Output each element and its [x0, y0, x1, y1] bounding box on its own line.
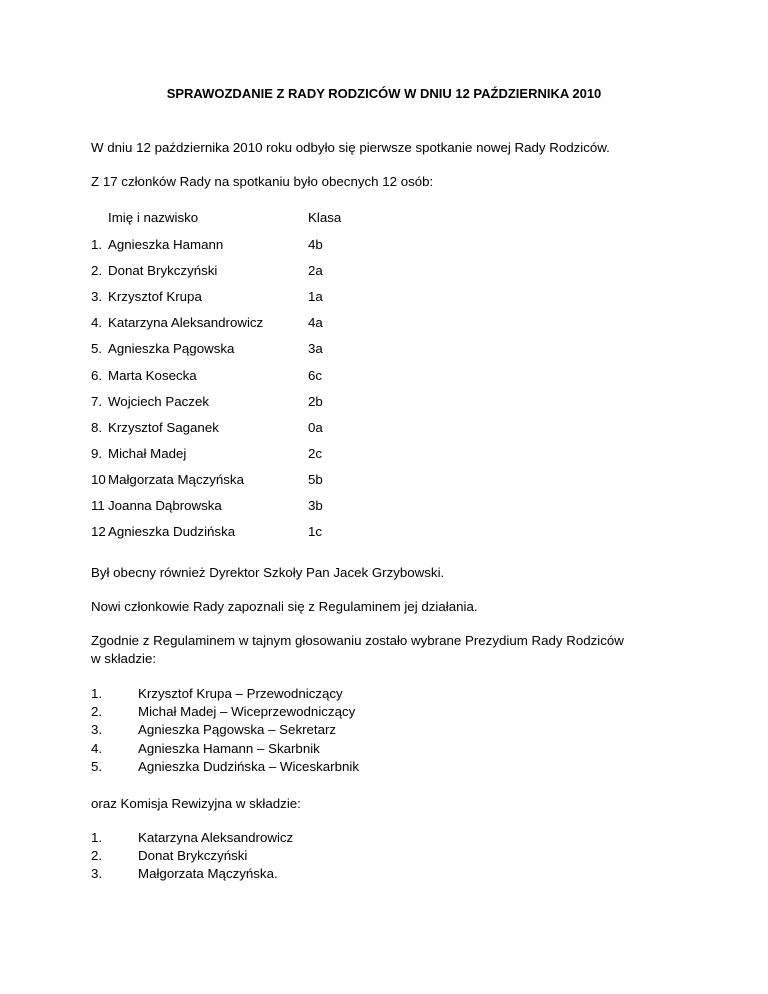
- member-name: Donat Brykczyński: [108, 263, 218, 279]
- row-number: 1.: [91, 237, 103, 252]
- member-name: Agnieszka Hamann: [108, 237, 224, 252]
- member-name: Michał Madej: [108, 445, 187, 461]
- table-header-name: Imię i nazwisko: [108, 210, 199, 225]
- list-number: 2.: [91, 704, 103, 720]
- list-number: 5.: [91, 758, 103, 774]
- member-name: Wojciech Paczek: [108, 393, 209, 409]
- row-number: 10: [91, 471, 106, 487]
- row-number: 12: [91, 524, 106, 540]
- director-paragraph: Był obecny również Dyrektor Szkoły Pan Jacek Grzybowski.: [91, 565, 445, 580]
- list-number: 4.: [91, 740, 103, 756]
- presidium-intro-line1: Zgodnie z Regulaminem w tajnym głosowaniu zostało wybrane Prezydium Rady Rodziców: [91, 633, 624, 648]
- commission-intro: oraz Komisja Rewizyjna w składzie:: [91, 796, 301, 811]
- list-text: Michał Madej – Wiceprzewodniczący: [138, 704, 356, 720]
- member-class: 3b: [308, 498, 323, 513]
- row-number: 7.: [91, 393, 103, 409]
- row-number: 8.: [91, 419, 103, 435]
- list-text: Agnieszka Pągowska – Sekretarz: [138, 722, 337, 738]
- member-class: 4a: [308, 315, 323, 331]
- member-class: 2b: [308, 393, 323, 409]
- member-class: 5b: [308, 471, 323, 487]
- row-number: 4.: [91, 315, 103, 331]
- member-class: 0a: [308, 419, 323, 435]
- list-number: 1.: [91, 830, 103, 845]
- member-class: 3a: [308, 341, 323, 357]
- intro-paragraph: W dniu 12 października 2010 roku odbyło się pierwsze spotkanie nowej Rady Rodziców.: [91, 140, 610, 155]
- row-number: 5.: [91, 341, 103, 357]
- list-number: 2.: [91, 848, 103, 864]
- member-class: 2a: [308, 263, 323, 279]
- list-text: Agnieszka Dudzińska – Wiceskarbnik: [138, 758, 359, 774]
- member-class: 1a: [308, 289, 323, 305]
- page-title: SPRAWOZDANIE Z RADY RODZICÓW W DNIU 12 PAŹDZIERNIKA 2010: [166, 86, 602, 101]
- member-name: Marta Kosecka: [108, 367, 197, 383]
- row-number: 11: [91, 498, 105, 513]
- row-number: 3.: [91, 289, 103, 305]
- row-number: 9.: [91, 445, 103, 461]
- row-number: 6.: [91, 367, 103, 383]
- member-name: Agnieszka Pągowska: [108, 341, 235, 357]
- member-name: Krzysztof Saganek: [108, 419, 219, 435]
- regulamin-paragraph: Nowi członkowie Rady zapoznali się z Regulaminem jej działania.: [91, 599, 478, 614]
- list-number: 3.: [91, 866, 103, 882]
- list-number: 1.: [91, 686, 103, 701]
- list-text: Donat Brykczyński: [138, 848, 248, 864]
- row-number: 2.: [91, 263, 103, 279]
- member-class: 4b: [308, 237, 323, 252]
- list-text: Katarzyna Aleksandrowicz: [138, 830, 294, 845]
- table-header-class: Klasa: [308, 210, 342, 225]
- member-class: 1c: [308, 524, 323, 540]
- member-name: Joanna Dąbrowska: [108, 498, 222, 513]
- member-name: Krzysztof Krupa: [108, 289, 202, 305]
- presidium-intro-line2: w składzie:: [91, 651, 157, 666]
- list-number: 3.: [91, 722, 103, 738]
- attendance-paragraph: Z 17 członków Rady na spotkaniu było obecnych 12 osób:: [91, 174, 434, 189]
- member-name: Małgorzata Mączyńska: [108, 471, 244, 487]
- member-class: 2c: [308, 445, 323, 461]
- member-name: Agnieszka Dudzińska: [108, 524, 236, 540]
- list-text: Agnieszka Hamann – Skarbnik: [138, 740, 320, 756]
- list-text: Krzysztof Krupa – Przewodniczący: [138, 686, 343, 701]
- list-text: Małgorzata Mączyńska.: [138, 866, 278, 882]
- member-class: 6c: [308, 367, 323, 383]
- member-name: Katarzyna Aleksandrowicz: [108, 315, 264, 331]
